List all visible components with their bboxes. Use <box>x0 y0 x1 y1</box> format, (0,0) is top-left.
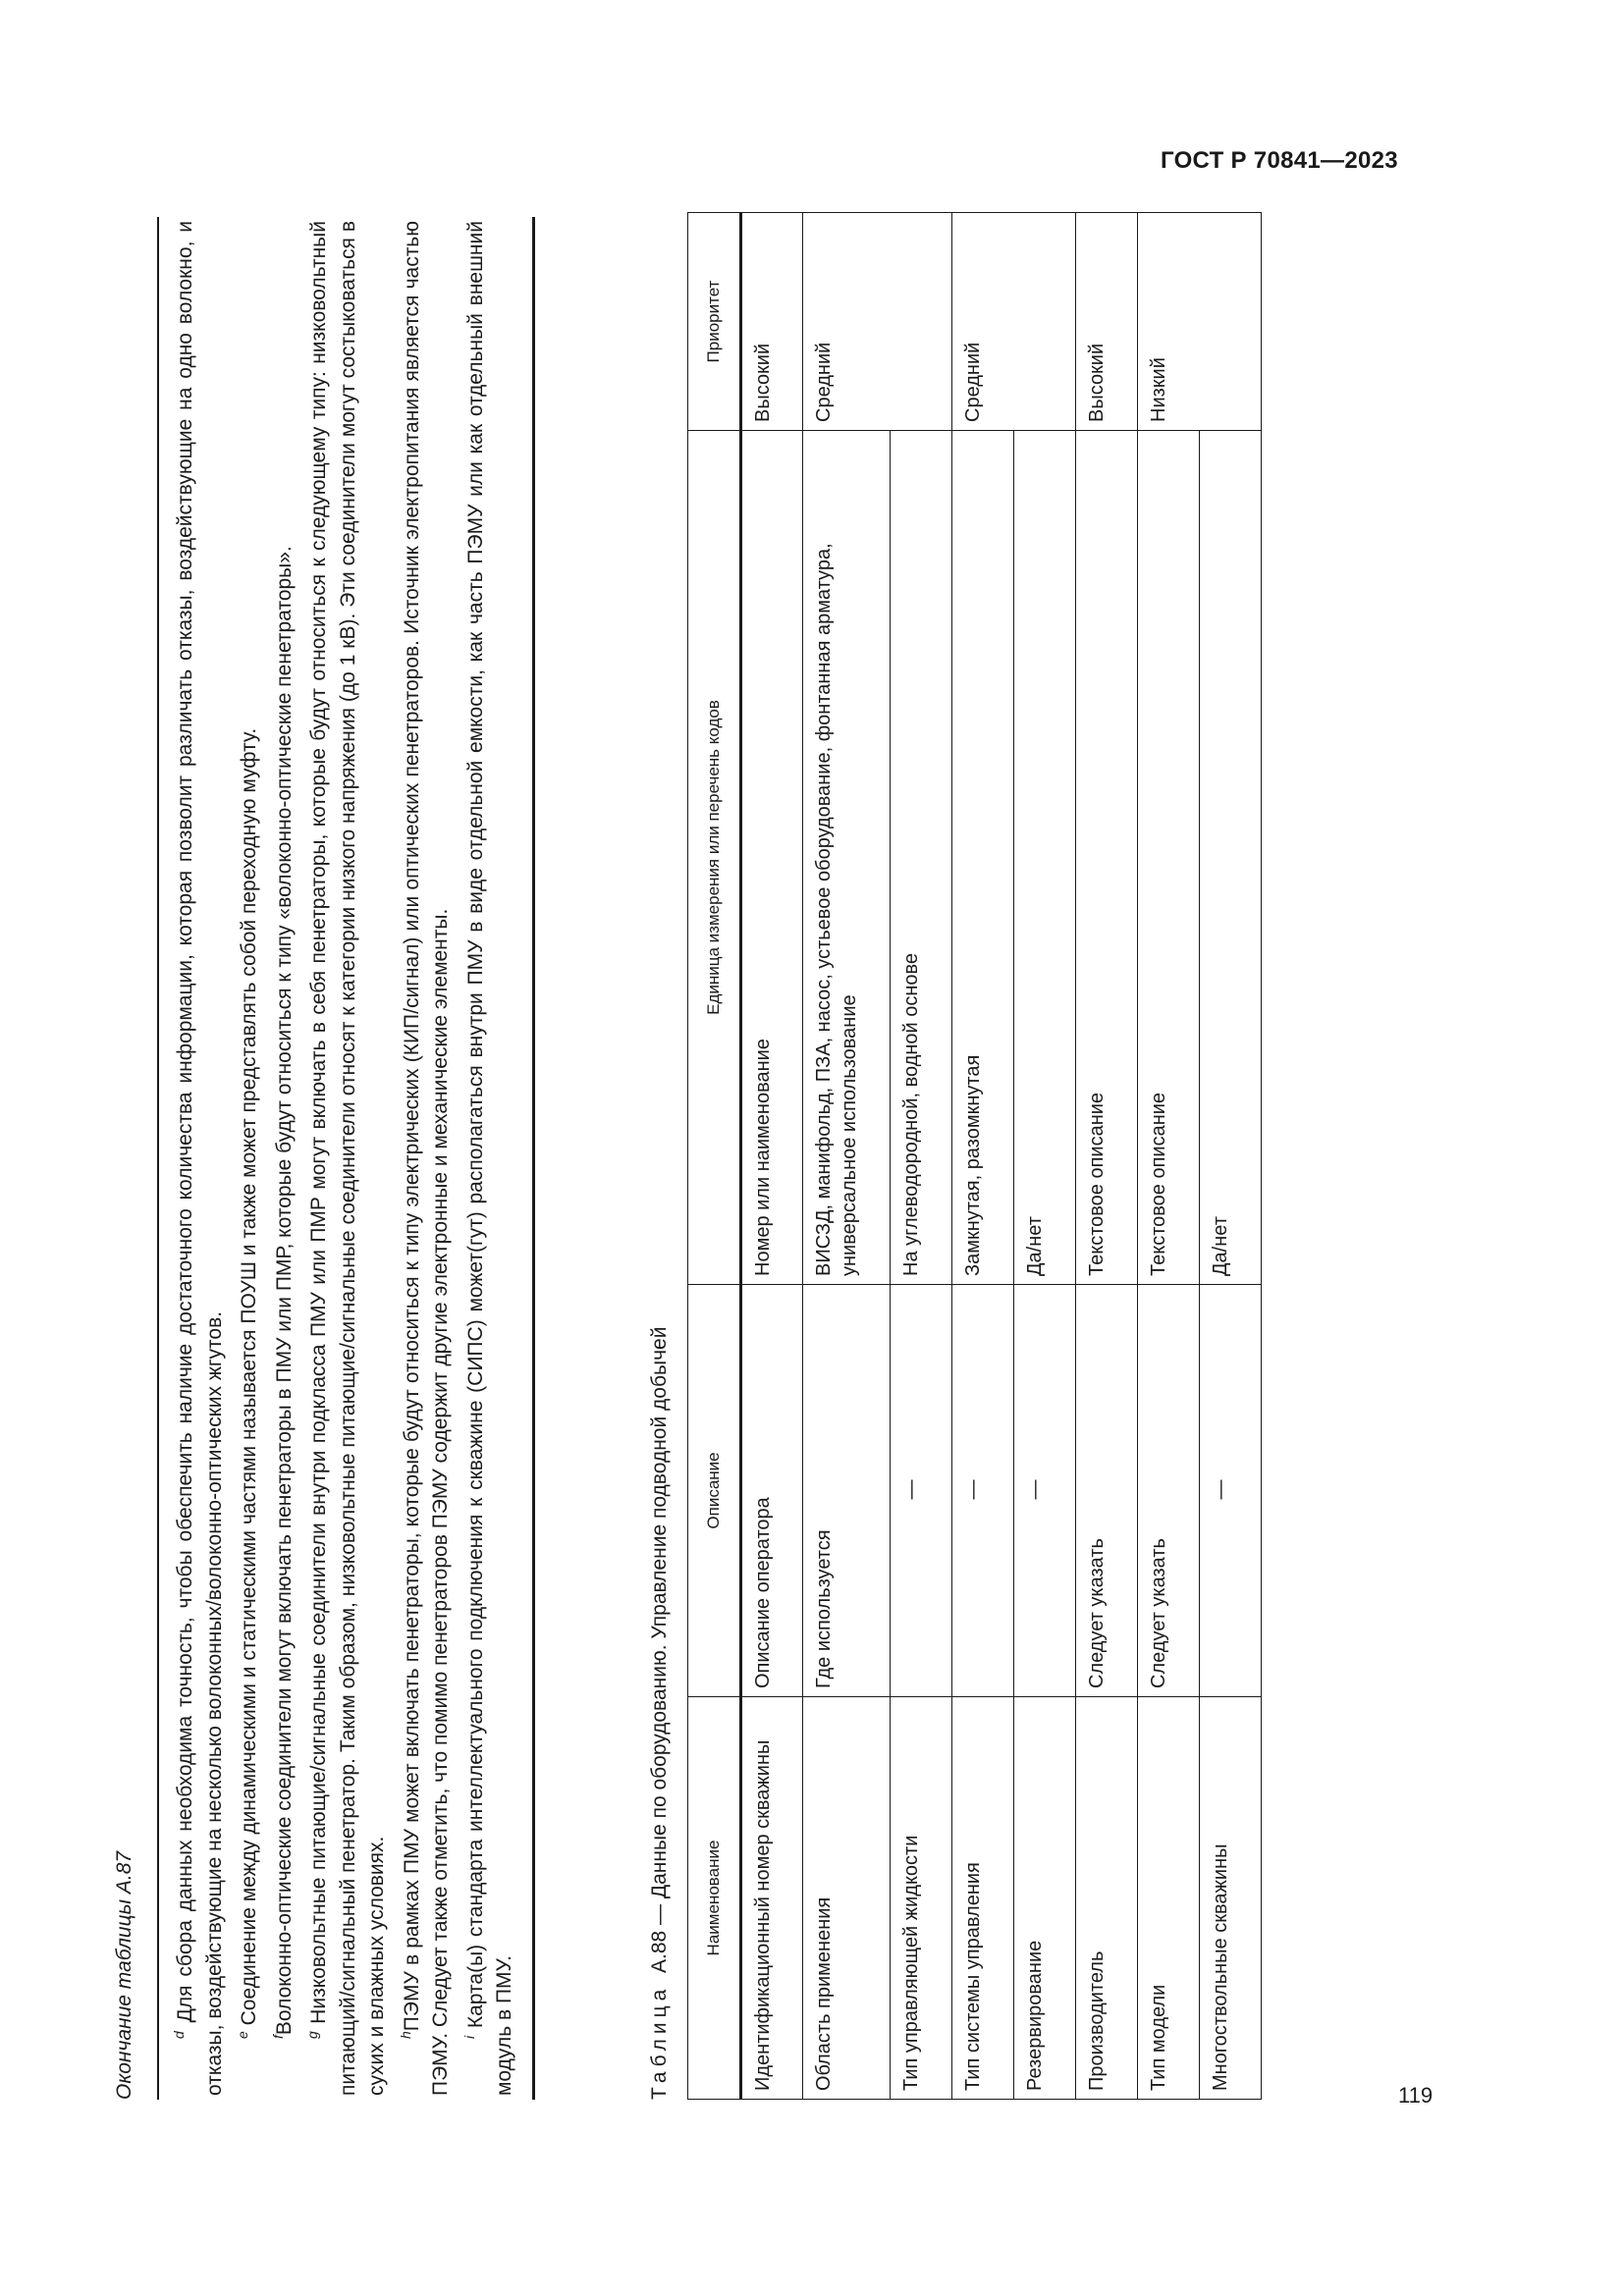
cell-unit: Да/нет <box>1014 431 1076 1285</box>
cell-description: — <box>1200 1285 1262 1697</box>
equipment-data-table <box>687 212 1262 2100</box>
cell-unit: Текстовое описание <box>1076 431 1138 1285</box>
table-row <box>952 213 1014 2100</box>
table-row <box>1076 213 1138 2100</box>
footnote-h: $^h$ПЭМУ в рамках ПМУ может включать пенетраторы, которые будут относиться к типу электрических (КИП/сигнал) или оптических пенетраторов. Источник электропитания является частью ПЭМУ. Следует также отметить, что помимо пенетраторов ПЭМУ содержит другие электронные и механические элементы. <box>397 221 452 2096</box>
cell-unit: Номер или наименование <box>741 431 803 1285</box>
document-id: ГОСТ Р 70841—2023 <box>1161 147 1398 174</box>
cell-unit: Замкнутая, разомкнутая <box>952 431 1014 1285</box>
cell-name: Тип управляющей жидкости <box>891 1697 952 2100</box>
col-header-priority: Приоритет <box>688 213 741 431</box>
continuation-title: Окончание таблицы А.87 <box>113 1850 135 2100</box>
footnote-g: $^g$ Низковольтные питающие/сигнальные соединители внутри подкласса ПМУ или ПМР могут включать в себя пенетраторы, которые будут относиться к следующему типу: низковольтный питающий/сигнальный пенетратор. Таким образом, низковольтные питающие/сигнальные соединители относят к категории низкого напряжения (до 1 кВ). Эти соединители могут состыковаться в сухих и влажных условиях. <box>304 221 388 2096</box>
cell-description: Где используется <box>803 1285 891 1697</box>
cell-description: Следует указать <box>1138 1285 1200 1697</box>
cell-unit: На углеводородной, водной основе <box>891 431 952 1285</box>
footnote-i: $^i$ Карта(ы) стандарта интеллектуального подключения к скважине (СИПС) может(гут) располагаться внутри ПМУ в виде отдельной емкости, как часть ПЭМУ или как отдельный внешний модуль в ПМУ. <box>460 221 515 2096</box>
cell-name: Тип системы управления <box>952 1697 1014 2100</box>
table-header-row <box>688 213 741 2100</box>
cell-name: Область применения <box>803 1697 891 2100</box>
cell-priority: Низкий <box>1138 213 1262 431</box>
cell-priority: Высокий <box>1076 213 1138 431</box>
cell-unit: ВИСЗД, манифольд, ПЗА, насос, устьевое оборудование, фонтанная арматура, универсальное использование <box>803 431 891 1285</box>
cell-description: — <box>1014 1285 1076 1697</box>
cell-priority: Высокий <box>741 213 803 431</box>
cell-description: — <box>952 1285 1014 1697</box>
cell-priority: Средний <box>803 213 952 431</box>
footnote-f: $^f$Волоконно-оптические соединители могут включать пенетраторы в ПМУ или ПМР, которые будут относиться к типу «волоконно-оптические пенетраторы». <box>269 546 296 2039</box>
table-row <box>1014 213 1076 2100</box>
footnote-e: $^e$ Соединение между динамическими и статическими частями называется ПОУШ и также может представлять собой переходную муфту. <box>235 727 260 2039</box>
cell-description: Следует указать <box>1076 1285 1138 1697</box>
table-footnotes <box>157 217 535 2100</box>
cell-description: — <box>891 1285 952 1697</box>
col-header-description: Описание <box>688 1285 741 1697</box>
cell-name: Тип модели <box>1138 1697 1200 2100</box>
table-row <box>891 213 952 2100</box>
col-header-name: Наименование <box>688 1697 741 2100</box>
cell-unit: Да/нет <box>1200 431 1262 1285</box>
cell-name: Многоствольные скважины <box>1200 1697 1262 2100</box>
cell-unit: Текстовое описание <box>1138 431 1200 1285</box>
cell-name: Идентификационный номер скважины <box>741 1697 803 2100</box>
col-header-unit: Единица измерения или перечень кодов <box>688 431 741 1285</box>
cell-name: Производитель <box>1076 1697 1138 2100</box>
rotated-page-content <box>0 205 1231 2100</box>
cell-name: Резервирование <box>1014 1697 1076 2100</box>
page-number: 119 <box>1398 2083 1434 2108</box>
footnote-d: $^d$ Для сбора данных необходима точность, чтобы обеспечить наличие достаточного количества информации, которая позволит различать отказы, воздействующие на одно волокно, и отказы, воздействующие на несколько волоконных/волоконно-оптических жгутов. <box>171 221 226 2096</box>
table-row <box>1138 213 1200 2100</box>
cell-description: Описание оператора <box>741 1285 803 1697</box>
table-row <box>803 213 891 2100</box>
table-row <box>1200 213 1262 2100</box>
table-row <box>741 213 803 2100</box>
table-caption: Таблица А.88 — Данные по оборудованию. Управление подводной добычей <box>648 1326 671 2100</box>
cell-priority: Средний <box>952 213 1076 431</box>
